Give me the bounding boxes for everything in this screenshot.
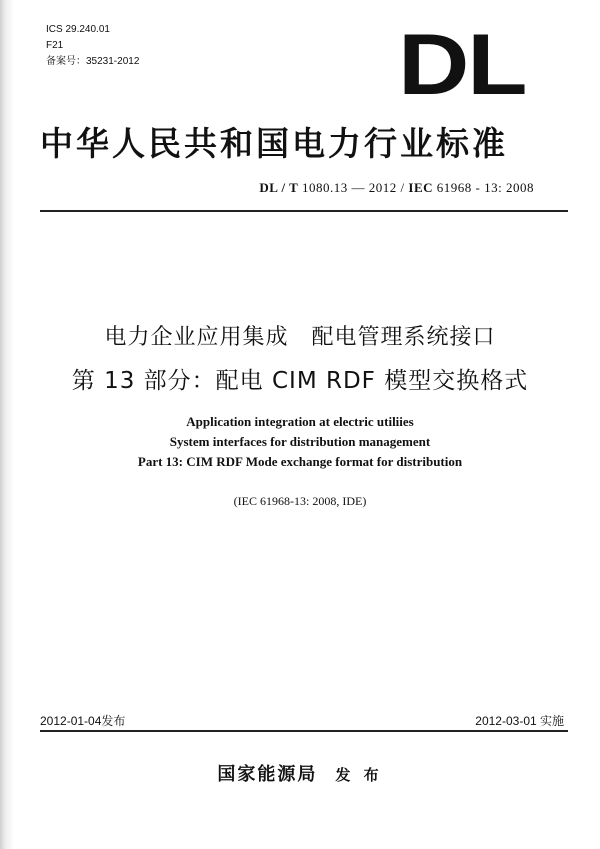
- record-number: 备案号：35231-2012: [46, 56, 140, 67]
- issuer-name: 国家能源局: [217, 764, 318, 785]
- english-title-line-3: Part 13: CIM RDF Mode exchange format for distribution: [137, 454, 463, 469]
- ics-code: ICS 29.240.01: [46, 24, 110, 35]
- iec-number: 61968 - 13: 2008: [436, 180, 534, 195]
- dl-logo: DL: [398, 17, 526, 113]
- iec-equivalence: (IEC 61968-13: 2008, IDE): [233, 494, 367, 508]
- english-title-line-1: Application integration at electric utiliies: [186, 414, 414, 429]
- standard-code: [259, 180, 534, 196]
- top-divider: [40, 210, 568, 212]
- code-prefix: DL / T: [259, 180, 299, 195]
- english-title: [0, 412, 600, 472]
- code-number: 1080.13 — 2012 /: [302, 180, 405, 195]
- issuer-line: [0, 760, 600, 786]
- classification-code: F21: [46, 40, 64, 51]
- standard-category-title: 中华人民共和国电力行业标准: [40, 124, 508, 163]
- iec-prefix: IEC: [408, 180, 434, 195]
- classification-block: [46, 22, 139, 70]
- chinese-title-line-1: 电力企业应用集成 配电管理系统接口: [104, 325, 496, 350]
- implementation-date: 2012-03-01 实施: [475, 714, 564, 728]
- issue-date: 2012-01-04发布: [40, 714, 126, 728]
- english-title-line-2: System interfaces for distribution management: [169, 434, 431, 449]
- chinese-title-line-2: 第 13 部分：配电 CIM RDF 模型交换格式: [71, 368, 529, 394]
- bottom-divider: [40, 730, 568, 732]
- issuer-action: 发 布: [335, 766, 383, 784]
